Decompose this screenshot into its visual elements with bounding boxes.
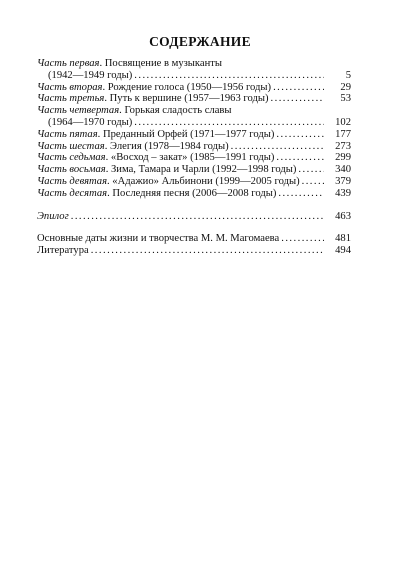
toc-entry-title: «Адажио» Альбинони (1999—2005 годы) [112, 175, 300, 187]
toc-page-number: 273 [335, 140, 351, 152]
toc-entry-3[interactable]: Часть третья. Путь к вершине (1957—1963 годы) . . . 53 [37, 93, 351, 105]
toc-entry-title: Элегия (1978—1984 годы) [109, 140, 229, 152]
toc-entry-title: Литература [37, 245, 89, 257]
toc-part-label: Часть вторая [37, 81, 103, 93]
toc-page-number: 340 [335, 164, 351, 176]
toc-entry-dates: (1942—1949 годы) [48, 69, 133, 81]
toc-part-label: Часть восьмая [37, 164, 106, 176]
toc-entry-4-title: Часть четвертая. Горькая сладость славы [37, 105, 232, 117]
toc-entry-title: «Восход – закат» (1985—1991 годы) [110, 152, 275, 164]
toc-page-number: 177 [335, 128, 351, 140]
toc-entry-title: Путь к вершине (1957—1963 годы) [109, 93, 269, 105]
toc-entry-dates: (1964—1970 годы) [48, 116, 133, 128]
toc-entry-literature[interactable] [37, 245, 351, 257]
toc-entry-10[interactable]: Часть десятая. Последняя песня (2006—2008 годы) . . . 439 [37, 188, 351, 200]
toc-part-label: Часть девятая [37, 175, 107, 187]
toc-entry-title: Горькая сладость славы [124, 105, 232, 117]
toc-entry-4[interactable] [37, 117, 351, 129]
toc-page-number: 379 [335, 175, 351, 187]
toc-entry-chronology[interactable] [37, 233, 351, 245]
toc-entry-9[interactable]: Часть девятая. «Адажио» Альбинони (1999—2005 годы) . . . 379 [37, 176, 351, 188]
toc-page-number: 299 [335, 152, 351, 164]
toc-entry-title: Преданный Орфей (1971—1977 годы) [102, 128, 275, 140]
toc-entry-epilog[interactable] [37, 211, 351, 223]
toc-entry-title: Зима, Тамара и Чарли (1992—1998 годы) [110, 164, 297, 176]
toc-entry-title: Последняя песня (2006—2008 годы) [112, 187, 277, 199]
toc-entry-2[interactable]: Часть вторая. Рождение голоса (1950—1956 годы) . . . 29 [37, 82, 351, 94]
toc-page-number: 29 [340, 81, 351, 93]
toc-page-number: 494 [335, 245, 351, 257]
toc-epilog-label: Эпилог [37, 210, 69, 222]
toc-part-label: Часть пятая [37, 128, 98, 140]
toc-entry-1-title: Часть первая. Посвящение в музыканты [37, 58, 223, 69]
toc-entry-title: Рождение голоса (1950—1956 годы) [107, 81, 272, 93]
table-of-contents [37, 58, 351, 257]
toc-page-number: 481 [335, 233, 351, 245]
toc-page-number: 53 [340, 93, 351, 105]
toc-part-label: Часть шестая [37, 140, 105, 152]
toc-entry-1[interactable] [37, 70, 351, 82]
toc-entry-5[interactable]: Часть пятая. Преданный Орфей (1971—1977 годы) . . . 177 [37, 129, 351, 141]
toc-entry-title: Посвящение в музыканты [104, 58, 223, 69]
toc-part-label: Часть десятая [37, 187, 108, 199]
toc-part-label: Часть четвертая [37, 105, 120, 117]
toc-page-number: 102 [335, 116, 351, 128]
toc-entry-title: Основные даты жизни и творчества М. М. Магомаева [37, 233, 280, 245]
toc-part-label: Часть третья [37, 93, 105, 105]
toc-entry-6[interactable]: Часть шестая. Элегия (1978—1984 годы) . . . 273 [37, 141, 351, 153]
toc-part-label: Часть седьмая [37, 152, 106, 164]
toc-entry-7[interactable]: Часть седьмая. «Восход – закат» (1985—1991 годы) . . . 299 [37, 152, 351, 164]
page-title: СОДЕРЖАНИЕ [149, 34, 251, 49]
toc-part-label: Часть первая [37, 58, 100, 69]
toc-page-number: 463 [335, 210, 351, 222]
toc-entry-8[interactable]: Часть восьмая. Зима, Тамара и Чарли (1992—1998 годы) . . . 340 [37, 164, 351, 176]
toc-page-number: 439 [335, 187, 351, 199]
toc-page-number: 5 [345, 69, 351, 81]
